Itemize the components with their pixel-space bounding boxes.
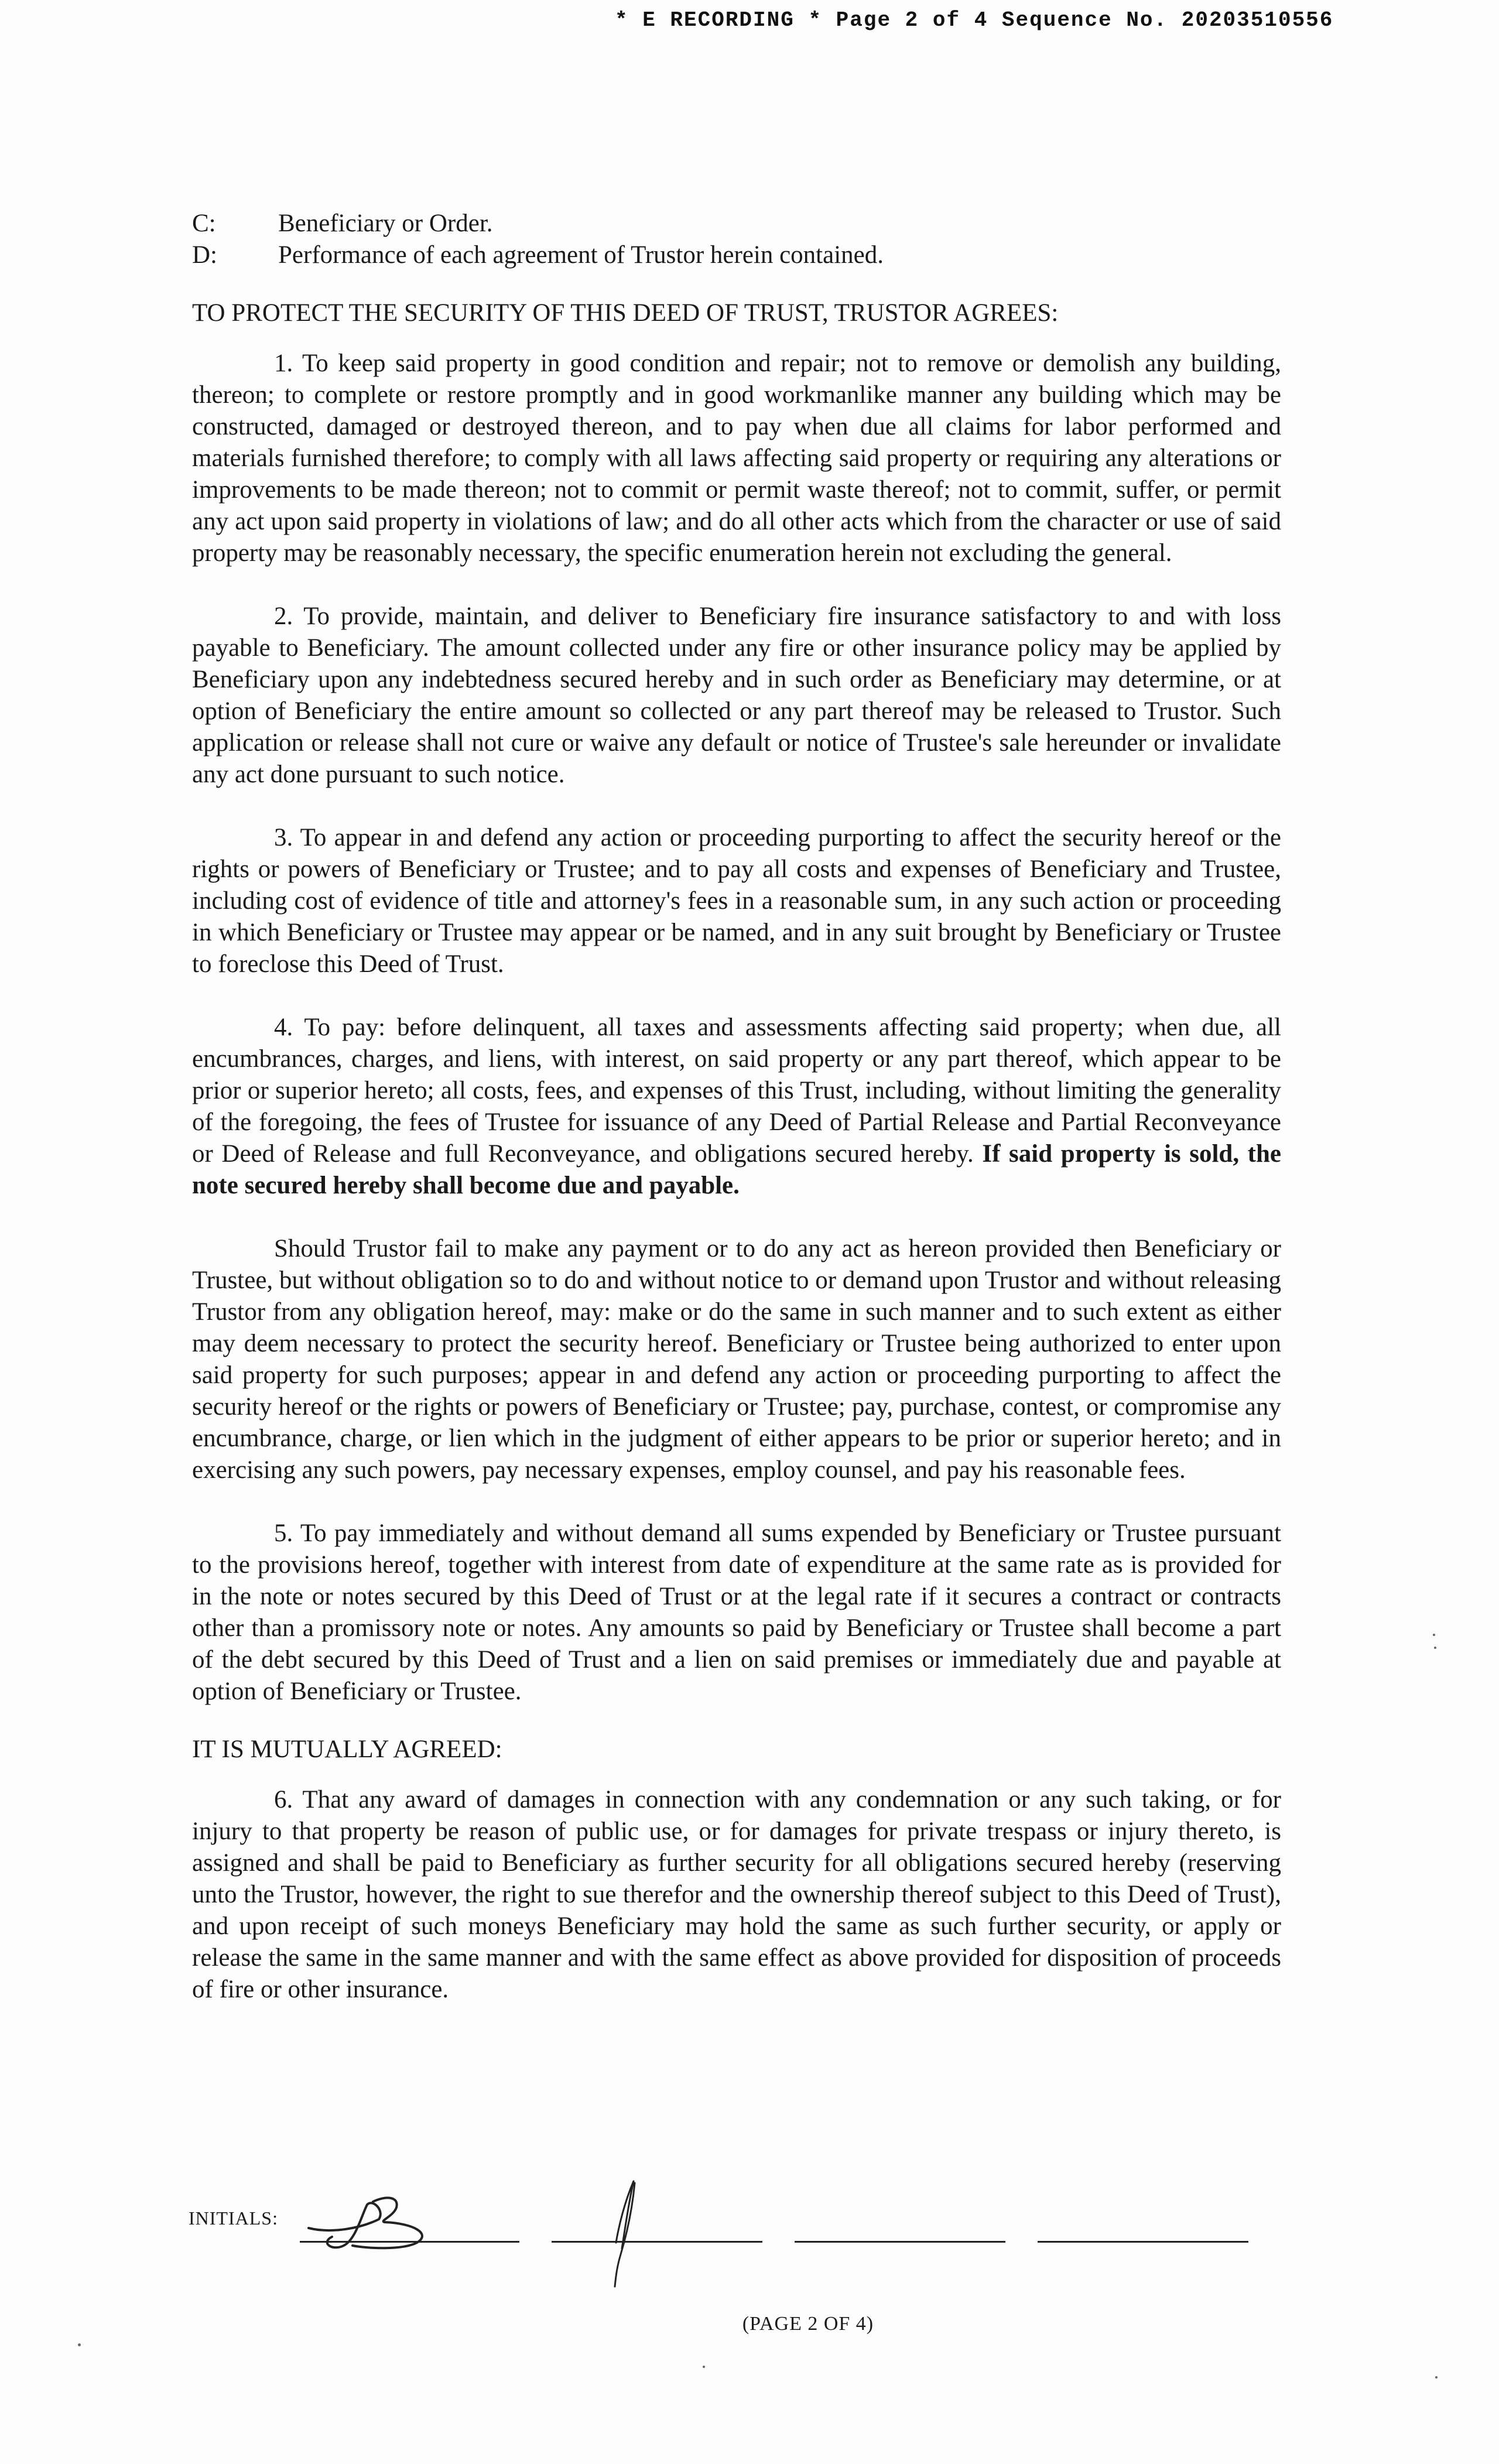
- list-item-text: Performance of each agreement of Trustor herein contained.: [278, 241, 884, 269]
- page-number-footer: (PAGE 2 OF 4): [742, 2313, 874, 2335]
- paragraph-4-text: 4. To pay: before delinquent, all taxes and assessments affecting said property; when due, all encumbrances, charges, and liens, with interest, on said property or any part thereof, which appear to be prior or superior hereto; all costs, fees, and expenses of this Trust, including, without limiting the generality of the foregoing, the fees of Trustee for issuance of any Deed of Partial Release and Partial Reconveyance or Deed of Release and full Reconveyance, and obligations secured hereby.: [192, 1014, 1281, 1168]
- paragraph-1: 1. To keep said property in good condition and repair; not to remove or demolish any building, thereon; to complete or restore promptly and in good workmanlike manner any building which may be constructed, damaged or destroyed thereon, and to pay when due all claims for labor performed and materials furnished therefore; to comply with all laws affecting said property or requiring any alterations or improvements to be made thereon; not to commit or permit waste thereof; not to commit, suffer, or permit any act upon said property in violations of law; and do all other acts which from the character or use of said property may be reasonably necessary, the specific enumeration herein not excluding the general.: [192, 350, 1281, 567]
- paragraph-should: Should Trustor fail to make any payment or to do any act as hereon provided then Beneficiary or Trustee, but without obligation so to do and without notice to or demand upon Trustor and without releasing Trustor from any obligation hereof, may: make or do the same in such manner and to such extent as either may deem necessary to protect the security hereof. Beneficiary or Trustee being authorized to enter upon said property for such purposes; appear in and defend any action or proceeding purporting to affect the security hereof or the rights or powers of Beneficiary or Trustee; pay, purchase, contest, or compromise any encumbrance, charge, or lien which in the judgment of either appears to be prior or superior hereto; and in exercising any such powers, pay necessary expenses, employ counsel, and pay his reasonable fees.: [192, 1235, 1281, 1484]
- list-item-d: [192, 239, 1281, 271]
- paragraph-3: 3. To appear in and defend any action or proceeding purporting to affect the security hereof or the rights or powers of Beneficiary or Trustee; and to pay all costs and expenses of Beneficiary and Trustee, including cost of evidence of title and attorney's fees in a reasonable sum, in any such action or proceeding in which Beneficiary or Trustee may appear or be named, and in any suit brought by Beneficiary or Trustee to foreclose this Deed of Trust.: [192, 824, 1281, 978]
- recording-header: * E RECORDING * Page 2 of 4 Sequence No. 20203510556: [615, 8, 1334, 32]
- initials-label: INITIALS:: [189, 2208, 278, 2229]
- initials-signature-1: [297, 2187, 449, 2257]
- document-body: [192, 208, 1281, 2006]
- paragraph-5: 5. To pay immediately and without demand all sums expended by Beneficiary or Trustee pursuant to the provisions hereof, together with interest from date of expenditure at the same rate as is provided for in the note or notes secured by this Deed of Trust or at the legal rate if it secures a contract or contracts other than a promissory note or notes. Any amounts so paid by Beneficiary or Trustee shall become a part of the debt secured by this Deed of Trust and a lien on said premises or immediately due and payable at option of Beneficiary or Trustee.: [192, 1520, 1281, 1705]
- initials-block: [189, 2190, 1284, 2260]
- initials-line-2: [552, 2241, 762, 2243]
- section-heading-protect: TO PROTECT THE SECURITY OF THIS DEED OF TRUST, TRUSTOR AGREES:: [192, 299, 1059, 327]
- list-item-key: D:: [192, 241, 217, 269]
- scan-speck: [1433, 1634, 1435, 1636]
- scan-speck: [1434, 1647, 1436, 1649]
- section-heading-mutual: IT IS MUTUALLY AGREED:: [192, 1736, 502, 1763]
- scan-speck: [78, 2343, 81, 2346]
- initials-signature-2: [598, 2178, 651, 2290]
- paragraph-4-bold-clause: If said property is sold, the note secured hereby shall become due and payable.: [192, 1140, 1281, 1199]
- list-item-text: Beneficiary or Order.: [278, 210, 493, 237]
- initials-line-3: [795, 2241, 1005, 2243]
- scan-speck: [1435, 2376, 1438, 2379]
- scan-speck: [703, 2366, 705, 2368]
- initials-line-4: [1038, 2241, 1248, 2243]
- paragraph-2: 2. To provide, maintain, and deliver to Beneficiary fire insurance satisfactory to and with loss payable to Beneficiary. The amount collected under any fire or other insurance policy may be applied by Beneficiary upon any indebtedness secured hereby and in such order as Beneficiary may determine, or at option of Beneficiary the entire amount so collected or any part thereof may be released to Trustor. Such application or release shall not cure or waive any default or notice of Trustee's sale hereunder or invalidate any act done pursuant to such notice.: [192, 603, 1281, 788]
- list-item-c: [192, 208, 1281, 239]
- paragraph-4: [192, 1012, 1281, 1202]
- list-item-key: C:: [192, 210, 216, 237]
- paragraph-6: 6. That any award of damages in connection with any condemnation or any such taking, or for injury to that property be reason of public use, or for damages for private trespass or injury thereto, is assigned and shall be paid to Beneficiary as further security for all obligations secured hereby (reserving unto the Trustor, however, the right to sue therefor and the ownership thereof subject to this Deed of Trust), and upon receipt of such moneys Beneficiary may hold the same as such further security, or apply or release the same in the same manner and with the same effect as above provided for disposition of proceeds of fire or other insurance.: [192, 1786, 1281, 2003]
